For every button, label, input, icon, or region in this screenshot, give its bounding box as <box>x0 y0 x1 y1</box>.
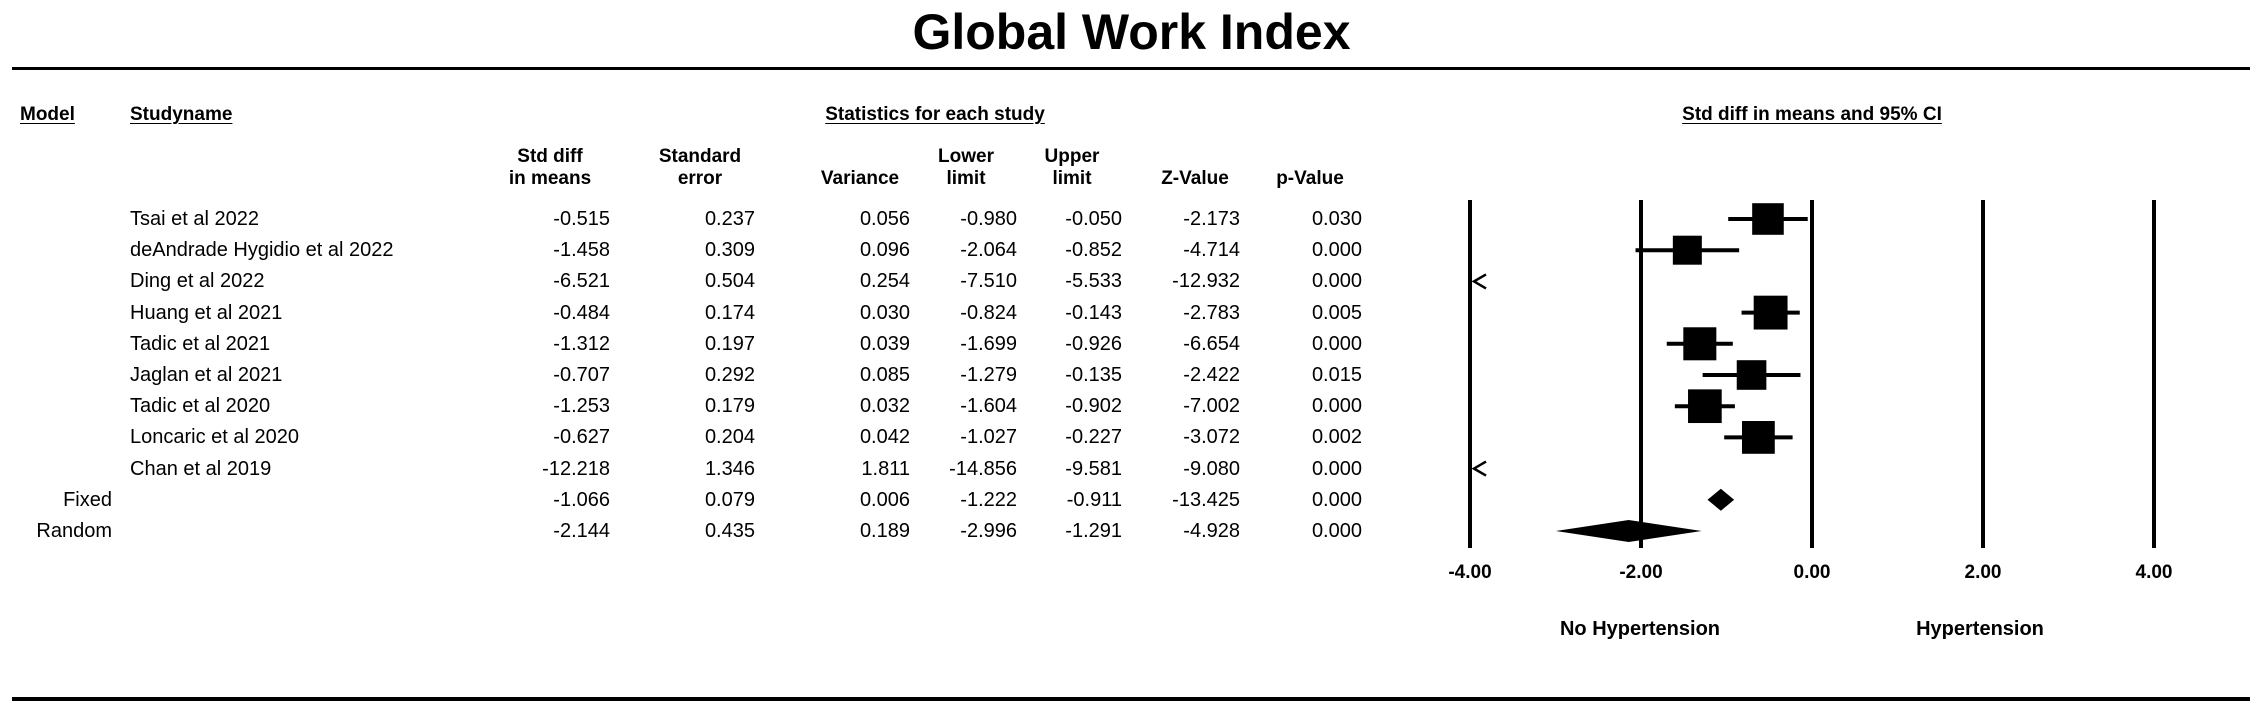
header-model: Model <box>20 104 75 125</box>
cell-std-diff: -1.458 <box>553 239 610 262</box>
cell-z: -2.173 <box>1183 208 1240 230</box>
cell-std-diff: -1.253 <box>553 395 610 418</box>
header-studyname: Studyname <box>130 104 233 125</box>
point-estimate <box>1683 327 1716 360</box>
header-plot: Std diff in means and 95% CI <box>1682 104 1942 125</box>
study-name: Tadic et al 2021 <box>130 332 271 355</box>
cell-upper: -0.926 <box>1065 332 1122 355</box>
cell-upper: -1.291 <box>1065 520 1122 542</box>
cell-variance: 0.042 <box>859 426 910 449</box>
cell-z: -2.783 <box>1183 301 1240 324</box>
cell-variance: 0.254 <box>859 270 910 293</box>
cell-std-diff: -0.627 <box>553 426 610 449</box>
cell-se: 0.079 <box>704 488 755 511</box>
cell-variance: 0.032 <box>859 395 910 418</box>
cell-upper: -0.143 <box>1065 301 1122 324</box>
cell-z: -2.422 <box>1183 364 1240 386</box>
footer-left-label: No Hypertension <box>1559 618 1721 640</box>
cell-upper: -0.227 <box>1065 426 1122 449</box>
x-tick-label: -2.00 <box>1619 562 1663 583</box>
cell-std-diff: -0.707 <box>553 364 610 386</box>
cell-lower: -1.222 <box>960 488 1017 511</box>
column-header-line2: in means <box>508 168 592 189</box>
cell-p: 0.000 <box>1311 332 1362 355</box>
study-name: Loncaric et al 2020 <box>130 426 300 449</box>
cell-p: 0.002 <box>1311 426 1362 449</box>
column-header-line2: Z-Value <box>1161 168 1229 189</box>
cell-se: 0.204 <box>704 426 755 449</box>
cell-std-diff: -0.484 <box>553 301 610 324</box>
cell-p: 0.005 <box>1311 301 1362 324</box>
cell-lower: -1.604 <box>960 395 1017 418</box>
column-header-line2: error <box>677 168 723 189</box>
study-name: deAndrade Hygidio et al 2022 <box>130 239 394 262</box>
bottom-rule <box>12 697 2250 701</box>
cell-upper: -5.533 <box>1065 270 1122 293</box>
cell-z: -9.080 <box>1183 457 1240 480</box>
cell-lower: -0.824 <box>960 301 1017 324</box>
column-header-line2: Variance <box>820 168 900 189</box>
cell-upper: -0.135 <box>1065 364 1122 386</box>
point-estimate <box>1737 360 1767 390</box>
cell-z: -3.072 <box>1183 426 1240 449</box>
cell-p: 0.000 <box>1311 270 1362 293</box>
x-tick-label: 2.00 <box>1964 562 2002 583</box>
x-tick-label: -4.00 <box>1448 562 1492 583</box>
column-header-line2: limit <box>1052 168 1092 189</box>
cell-lower: -1.279 <box>960 364 1017 386</box>
model-label: Random <box>36 520 112 542</box>
cell-lower: -1.027 <box>960 426 1017 449</box>
off-scale-arrow <box>1474 274 1486 288</box>
cell-upper: -9.581 <box>1065 457 1122 480</box>
cell-lower: -2.064 <box>960 239 1017 262</box>
model-label: Fixed <box>63 488 112 511</box>
cell-variance: 0.039 <box>859 332 910 355</box>
cell-p: 0.000 <box>1311 520 1362 542</box>
cell-upper: -0.852 <box>1065 239 1122 262</box>
study-name: Jaglan et al 2021 <box>130 364 283 386</box>
study-name: Chan et al 2019 <box>130 457 272 480</box>
cell-std-diff: -6.521 <box>553 270 610 293</box>
cell-upper: -0.902 <box>1065 395 1122 418</box>
header-statistics: Statistics for each study <box>825 104 1045 125</box>
cell-variance: 0.006 <box>859 488 910 511</box>
cell-se: 0.237 <box>704 208 755 230</box>
cell-p: 0.000 <box>1311 488 1362 511</box>
chart-title: Global Work Index <box>912 4 1351 60</box>
column-header-line1: Std diff <box>517 146 583 167</box>
cell-std-diff: -1.066 <box>553 488 610 511</box>
cell-se: 0.292 <box>704 364 755 386</box>
column-header-line1: Upper <box>1044 146 1100 167</box>
cell-z: -6.654 <box>1183 332 1240 355</box>
cell-p: 0.015 <box>1311 364 1362 386</box>
cell-se: 0.174 <box>704 301 755 324</box>
cell-lower: -7.510 <box>960 270 1017 293</box>
cell-std-diff: -2.144 <box>553 520 610 542</box>
cell-variance: 0.096 <box>859 239 910 262</box>
point-estimate <box>1754 296 1788 330</box>
study-name: Tadic et al 2020 <box>130 395 271 418</box>
column-header-line2: limit <box>946 168 986 189</box>
cell-lower: -0.980 <box>960 208 1017 230</box>
cell-variance: 0.056 <box>859 208 910 230</box>
cell-std-diff: -1.312 <box>553 332 610 355</box>
summary-diamond <box>1708 489 1735 511</box>
cell-std-diff: -0.515 <box>553 208 610 230</box>
x-tick-label: 0.00 <box>1793 562 1831 583</box>
cell-se: 1.346 <box>704 457 755 480</box>
point-estimate <box>1752 203 1784 235</box>
cell-variance: 1.811 <box>861 457 910 480</box>
cell-z: -7.002 <box>1183 395 1240 418</box>
study-name: Huang et al 2021 <box>130 301 283 324</box>
cell-variance: 0.085 <box>859 364 910 386</box>
column-header-line1: Lower <box>938 146 994 167</box>
cell-z: -4.714 <box>1183 239 1240 262</box>
cell-z: -12.932 <box>1172 270 1240 293</box>
x-tick-label: 4.00 <box>2135 562 2173 583</box>
cell-p: 0.030 <box>1311 208 1362 230</box>
cell-se: 0.504 <box>704 270 755 293</box>
point-estimate <box>1688 389 1722 423</box>
cell-std-diff: -12.218 <box>542 457 610 480</box>
cell-variance: 0.030 <box>859 301 910 324</box>
cell-lower: -1.699 <box>960 332 1017 355</box>
cell-p: 0.000 <box>1311 239 1362 262</box>
cell-upper: -0.050 <box>1065 208 1122 230</box>
column-header-line1: Standard <box>658 146 742 167</box>
cell-p: 0.000 <box>1311 395 1362 418</box>
point-estimate <box>1673 236 1702 265</box>
summary-diamond <box>1556 520 1702 542</box>
cell-z: -13.425 <box>1172 488 1240 511</box>
study-name: Tsai et al 2022 <box>130 208 259 230</box>
point-estimate <box>1742 421 1775 454</box>
cell-lower: -2.996 <box>960 520 1017 542</box>
footer-right-label: Hypertension <box>1916 618 2044 640</box>
cell-variance: 0.189 <box>859 520 910 542</box>
off-scale-arrow <box>1474 462 1486 476</box>
cell-upper: -0.911 <box>1066 488 1122 511</box>
cell-se: 0.179 <box>704 395 755 418</box>
cell-z: -4.928 <box>1183 520 1240 542</box>
column-header-line2: p-Value <box>1276 168 1344 189</box>
cell-se: 0.435 <box>704 520 755 542</box>
cell-se: 0.309 <box>704 239 755 262</box>
study-name: Ding et al 2022 <box>130 270 265 293</box>
cell-p: 0.000 <box>1311 457 1362 480</box>
cell-lower: -14.856 <box>949 457 1017 480</box>
cell-se: 0.197 <box>704 332 755 355</box>
